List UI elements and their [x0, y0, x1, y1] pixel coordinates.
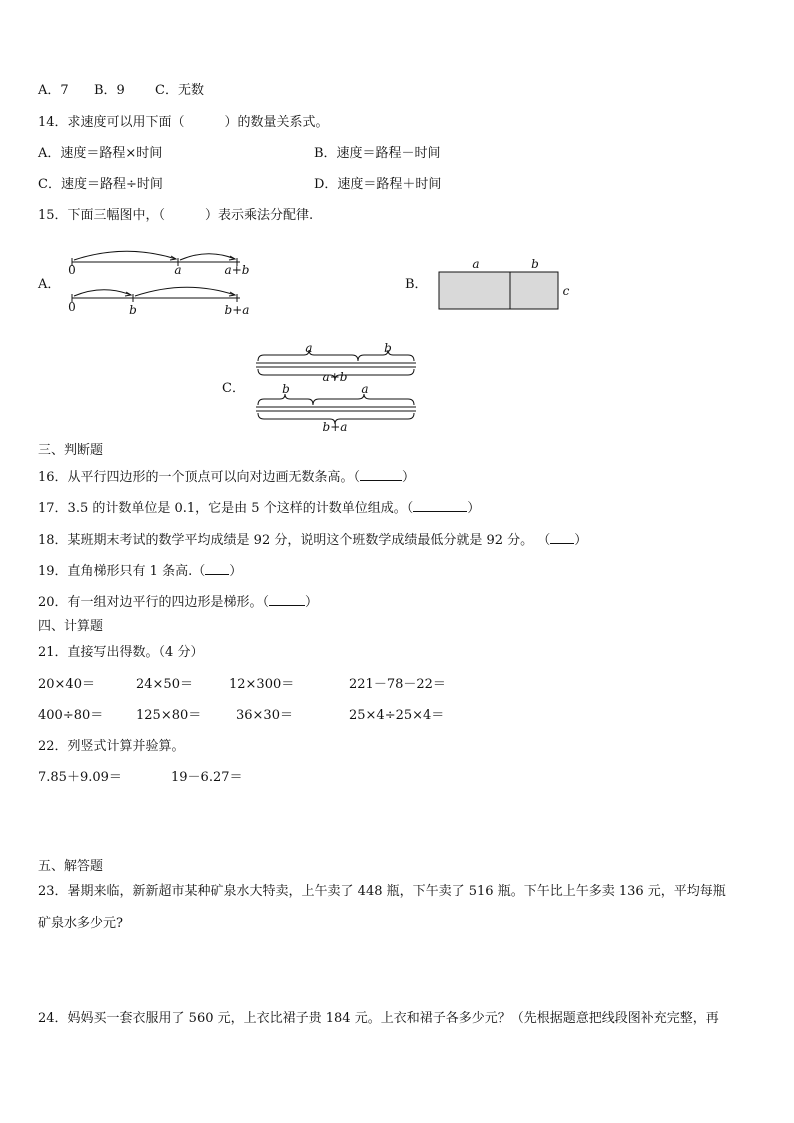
q21-r1-c2: 24×50＝ [136, 677, 193, 692]
figure-a-line1 [72, 251, 240, 266]
q15-label-a: A． [38, 277, 61, 292]
q22-item-1: 7.85＋9.09＝ [38, 770, 122, 785]
q14-option-c: C．速度＝路程÷时间 [38, 177, 163, 192]
q19-close: ） [229, 564, 243, 579]
q19 [38, 562, 242, 580]
fig-a-zero2: 0 [68, 300, 76, 314]
q19-answer-blank[interactable] [205, 562, 229, 575]
q21-r2-c2: 125×80＝ [136, 708, 202, 723]
q16-close: ） [402, 470, 416, 485]
q17 [38, 499, 480, 517]
section-5-heading: 五、解答题 [38, 859, 104, 874]
q23-line2: 矿泉水多少元? [38, 916, 123, 931]
q14-option-d: D．速度＝路程＋时间 [314, 177, 442, 192]
q13-option-b: B．9 [94, 83, 125, 98]
fig-b-c: c [562, 284, 570, 298]
q16 [38, 468, 415, 486]
q15-stem-before: 15．下面三幅图中，（ [38, 208, 166, 223]
q13-option-c: C．无数 [155, 83, 204, 98]
q15-label-c: C． [222, 381, 245, 396]
q16-text: 16．从平行四边形的一个顶点可以向对边画无数条高。（ [38, 470, 361, 485]
q24-line1: 24．妈妈买一套衣服用了 560 元，上衣比裙子贵 184 元。上衣和裙子各多少元？（先根据题意把线段图补充完整，再 [38, 1011, 719, 1026]
fig-c-b1: b [384, 341, 392, 355]
q21-r1-c1: 20×40＝ [38, 677, 95, 692]
q21-r2-c3: 36×30＝ [236, 708, 293, 723]
q23-line1: 23．暑期来临，新新超市某种矿泉水大特卖，上午卖了 448 瓶，下午卖了 516 瓶。下午比上午多卖 136 元，平均每瓶 [38, 884, 726, 899]
q18-close: ） [574, 533, 588, 548]
fig-c-b2: b [282, 382, 290, 396]
q20-answer-blank[interactable] [269, 593, 305, 606]
q20-text: 20．有一组对边平行的四边形是梯形。（ [38, 595, 270, 610]
q13-option-a: A．7 [38, 83, 69, 98]
fig-a-sum1: a+b [224, 263, 250, 277]
q15-label-b: B． [405, 277, 428, 292]
q21-r1-c3: 12×300＝ [229, 677, 295, 692]
q14-stem-after: ）的数量关系式。 [224, 115, 329, 130]
q14-option-b: B．速度＝路程－时间 [314, 146, 441, 161]
q22-item-2: 19－6.27＝ [171, 770, 243, 785]
fig-c-a2: a [361, 382, 369, 396]
q16-answer-blank[interactable] [360, 468, 402, 481]
fig-a-a1: a [174, 263, 182, 277]
q18-answer-blank[interactable] [550, 531, 574, 544]
fig-c-sum2: b+a [322, 420, 348, 434]
fig-a-b2: b [129, 303, 137, 317]
fig-a-zero1: 0 [68, 263, 76, 277]
fig-c-sum1: a+b [322, 370, 348, 384]
q19-text: 19．直角梯形只有 1 条高.（ [38, 564, 206, 579]
q15-stem-after: ）表示乘法分配律. [205, 208, 314, 223]
q17-answer-blank[interactable] [413, 499, 467, 512]
q20-close: ） [305, 595, 319, 610]
section-3-heading: 三、判断题 [38, 443, 104, 458]
q21-r2-c1: 400÷80＝ [38, 708, 104, 723]
q15-figure-b [439, 272, 558, 309]
q21-r2-c4: 25×4÷25×4＝ [349, 708, 445, 723]
q21-stem: 21．直接写出得数。（4 分） [38, 645, 204, 660]
q22-stem: 22．列竖式计算并验算。 [38, 739, 185, 754]
q18 [38, 531, 587, 549]
q14-stem-before: 14．求速度可以用下面（ [38, 115, 185, 130]
q21-r1-c4: 221－78－22＝ [349, 677, 446, 692]
q14-option-a: A．速度＝路程×时间 [38, 146, 163, 161]
fig-c-a1: a [305, 341, 313, 355]
fig-a-sum2: b+a [224, 303, 250, 317]
q17-text: 17．3.5 的计数单位是 0.1，它是由 5 个这样的计数单位组成。（ [38, 501, 414, 516]
q18-text: 18．某班期末考试的数学平均成绩是 92 分，说明这个班数学成绩最低分就是 92 分。 （ [38, 533, 551, 548]
q15-figure-c [256, 350, 416, 424]
figure-a-line2 [72, 287, 240, 302]
q20 [38, 593, 318, 611]
fig-b-b: b [531, 257, 539, 271]
q17-close: ） [467, 501, 481, 516]
section-4-heading: 四、计算题 [38, 619, 104, 634]
fig-b-a: a [472, 257, 480, 271]
